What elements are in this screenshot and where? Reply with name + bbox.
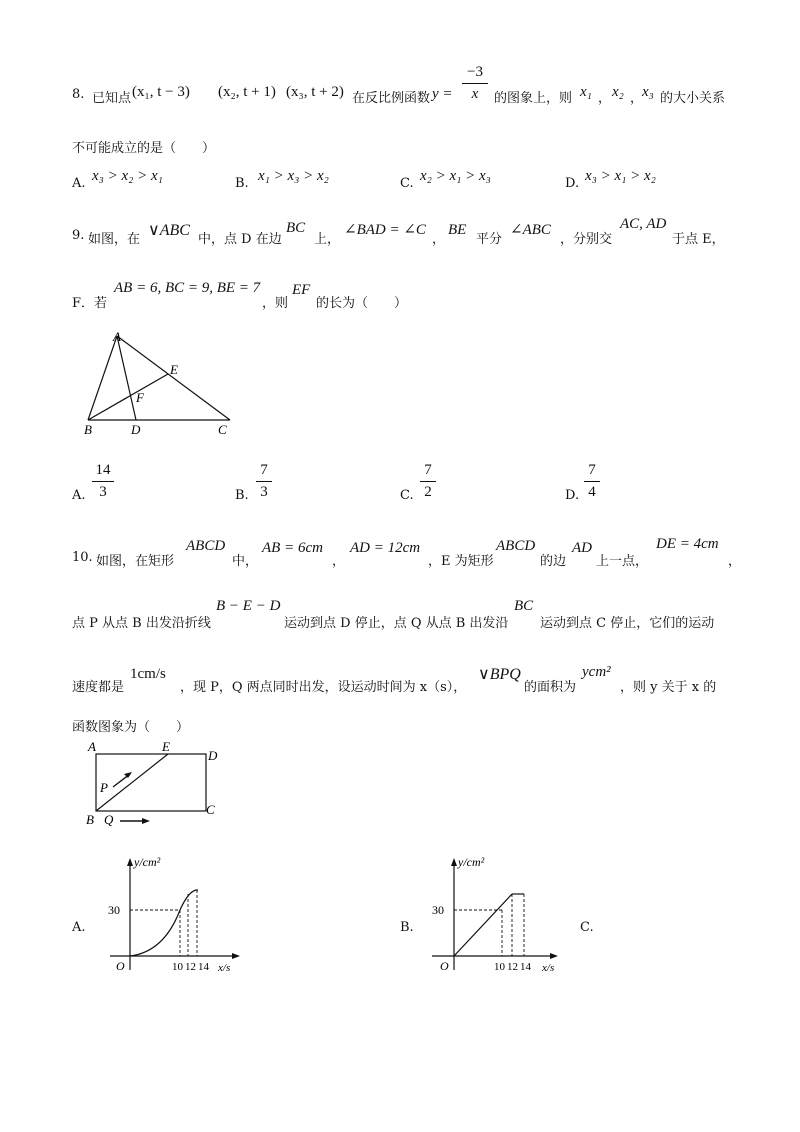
q9-text-1: 如图，在 (88, 232, 141, 247)
q9-given: AB = 6, BC = 9, BE = 7 (114, 280, 261, 296)
label-q: Q (104, 812, 114, 827)
q10-text-5: 的边 (540, 554, 567, 569)
fraction-bar (256, 481, 272, 482)
q8-fraction (462, 64, 488, 103)
label-f: F (136, 390, 144, 405)
q10-line3-text-3: 的面积为 (524, 680, 577, 695)
q10-ad-2: AD (572, 540, 592, 556)
q9-option-b-denominator: 3 (260, 484, 268, 500)
q10-bpq: ∨BPQ (478, 666, 521, 683)
q8-option-d-label: D. (565, 176, 580, 191)
q8-option-b-expr: x₁ > x₃ > x₂ (258, 168, 329, 184)
q10-text-6: 上一点， (596, 554, 649, 569)
q9-text-2: 中，点 D 在边 (198, 232, 282, 247)
q9-option-d-fraction (584, 462, 600, 501)
q10-text-7: ， (728, 554, 742, 569)
q8-fn-y: y = (432, 86, 453, 102)
segment-ab (88, 336, 117, 420)
q9-text-4: ， (432, 232, 446, 247)
q8-text-1: 已知点 (92, 91, 132, 106)
q9-option-d-numerator: 7 (588, 462, 596, 478)
q10-line2-text-2: 运动到点 D 停止，点 Q 从点 B 出发沿 (284, 616, 509, 631)
q10-rectangle-figure (82, 738, 222, 828)
q8-option-a-expr: x₃ > x₂ > x₁ (92, 168, 163, 184)
q10-ycm: ycm² (582, 664, 611, 680)
q10-speed: 1cm/s (130, 666, 166, 682)
q10-line4: 函数图象为（ ） (72, 720, 190, 735)
q8-option-c-label: C. (400, 176, 414, 191)
q9-option-c-fraction (420, 462, 436, 501)
q10-option-b-graph (428, 850, 578, 980)
q8-text-4: 的大小关系 (660, 91, 726, 106)
q9-text-line2-1: F．若 (72, 296, 108, 311)
q10-line3-text-2: ，现 P，Q 两点同时出发，设运动时间为 x（s）， (180, 680, 467, 695)
q9-option-d-label: D. (565, 488, 580, 503)
q10-ab: AB = 6cm (262, 540, 323, 556)
q9-option-a-label: A. (72, 488, 86, 503)
segment-be (88, 374, 168, 420)
q8-x1: x₁ (580, 84, 592, 100)
q9-triangle-figure (80, 328, 240, 440)
q9-bc: BC (286, 220, 306, 236)
q10-path: B − E − D (216, 598, 281, 614)
q8-x3: x₃ (642, 84, 654, 100)
q8-fraction-numerator: −3 (467, 64, 483, 80)
q8-text-3: 的图象上，则 (494, 91, 573, 106)
graph-xtick-12: 12 (185, 961, 196, 973)
q10-option-a-graph (100, 850, 250, 980)
label-a: A (113, 329, 121, 344)
q8-option-d-expr: x₃ > x₁ > x₂ (585, 168, 656, 184)
fraction-bar (584, 481, 600, 482)
q10-abcd-2: ABCD (496, 538, 536, 554)
q10-option-b-label: B. (400, 920, 414, 935)
q9-option-b-numerator: 7 (260, 462, 268, 478)
q10-text-4: ，E 为矩形 (428, 554, 494, 569)
label-e: E (170, 362, 178, 377)
q9-ef: EF (292, 282, 311, 298)
fraction-bar (462, 83, 488, 84)
q9-text-3: 上， (314, 232, 341, 247)
fraction-bar (92, 481, 114, 482)
q9-ac-ad: AC, AD (620, 216, 667, 232)
q8-x2: x₂ (612, 84, 624, 100)
graph-xlabel: x/s (218, 962, 231, 974)
q9-option-c-denominator: 2 (424, 484, 432, 500)
q9-text-6: ，分别交 (560, 232, 613, 247)
q9-option-c-label: C. (400, 488, 414, 503)
y-axis-arrow (127, 858, 133, 866)
graph-xtick-12: 12 (507, 961, 518, 973)
q9-angle-eq: ∠BAD = ∠C (344, 222, 426, 238)
fraction-bar (420, 481, 436, 482)
graph-xtick-10: 10 (494, 961, 505, 973)
q8-point-2: (x₂, t + 1) (218, 84, 276, 100)
graph-ylabel: y/cm² (134, 855, 161, 869)
graph-ytick: 30 (108, 903, 120, 917)
q9-option-b-label: B. (235, 488, 249, 503)
q8-option-c-expr: x₂ > x₁ > x₃ (420, 168, 491, 184)
q10-text-3: ， (332, 554, 346, 569)
q10-line2-text-3: 运动到点 C 停止，它们的运动 (540, 616, 715, 631)
q10-line3-text-1: 速度都是 (72, 680, 125, 695)
label-a: A (88, 739, 96, 754)
label-e: E (162, 739, 170, 754)
label-d: D (131, 422, 141, 437)
graph-origin: O (116, 959, 125, 973)
q10-abcd: ABCD (186, 538, 226, 554)
q9-option-c-numerator: 7 (424, 462, 432, 478)
q10-bc: BC (514, 598, 534, 614)
q9-angle-abc: ∠ABC (510, 222, 551, 238)
q9-option-a-denominator: 3 (99, 484, 107, 500)
q9-text-7: 于点 E， (672, 232, 725, 247)
q8-point-1: (x₁, t − 3) (132, 84, 190, 100)
q10-option-c-label: C. (580, 920, 594, 935)
q9-text-5: 平分 (476, 232, 503, 247)
q10-text-1: 如图，在矩形 (96, 554, 175, 569)
label-c: C (218, 422, 227, 437)
q8-option-a-label: A. (72, 176, 86, 191)
q10-line3-text-4: ，则 y 关于 x 的 (620, 680, 717, 695)
q9-text-line2-3: 的长为（ ） (316, 296, 408, 311)
graph-xtick-10: 10 (172, 961, 183, 973)
q8-fraction-denominator: x (471, 86, 479, 102)
segment-ac (117, 336, 230, 420)
label-d: D (208, 748, 218, 763)
y-axis-arrow (451, 858, 457, 866)
graph-xtick-14: 14 (520, 961, 531, 973)
q10-ad: AD = 12cm (350, 540, 421, 556)
label-b: B (84, 422, 92, 437)
label-c: C (206, 802, 215, 817)
graph-curve (130, 890, 196, 956)
q9-be: BE (448, 222, 467, 238)
graph-xtick-14: 14 (198, 961, 209, 973)
q9-text-line2-2: ，则 (262, 296, 289, 311)
x-axis-arrow (550, 953, 558, 959)
q8-text-line2: 不可能成立的是（ ） (72, 141, 216, 156)
q9-option-a-fraction (92, 462, 114, 501)
q9-triangle: ∨ABC (148, 222, 190, 239)
label-p: P (100, 780, 108, 795)
graph-ylabel: y/cm² (458, 855, 485, 869)
q10-text-2: 中， (232, 554, 259, 569)
q8-option-b-label: B. (235, 176, 249, 191)
label-b: B (86, 812, 94, 827)
graph-origin: O (440, 959, 449, 973)
q-arrow-head (142, 818, 150, 824)
rectangle-abcd (96, 754, 206, 811)
graph-ytick: 30 (432, 903, 444, 917)
q8-point-3: (x₃, t + 2) (286, 84, 344, 100)
q9-option-b-fraction (256, 462, 272, 501)
q9-option-d-denominator: 4 (588, 484, 596, 500)
q8-text-2: 在反比例函数 (352, 91, 431, 106)
q10-de: DE = 4cm (656, 536, 719, 552)
x-axis-arrow (232, 953, 240, 959)
q10-number: 10. (72, 550, 93, 565)
q9-number: 9. (72, 228, 85, 243)
graph-line (454, 894, 512, 956)
q10-option-a-label: A. (72, 920, 86, 935)
q10-line2-text-1: 点 P 从点 B 出发沿折线 (72, 616, 211, 631)
graph-xlabel: x/s (542, 962, 555, 974)
q8-number: 8. (72, 87, 85, 102)
q9-option-a-numerator: 14 (95, 462, 111, 478)
